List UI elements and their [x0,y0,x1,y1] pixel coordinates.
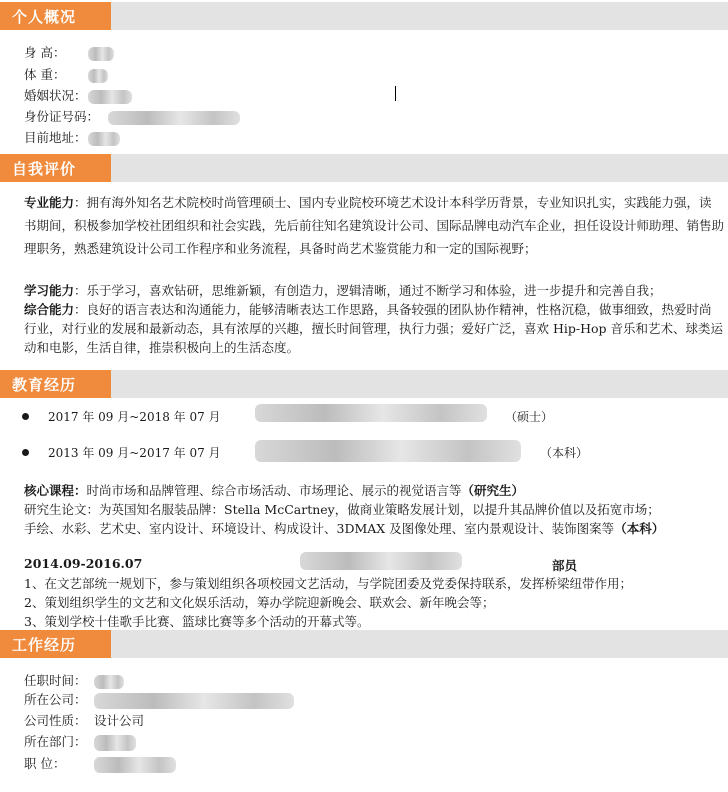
thesis [24,500,724,519]
section-title: 工作经历 [12,636,77,654]
education-period: 2017 年 09 月~2018 年 07 月 [48,410,221,424]
redacted-value [94,675,124,689]
redacted-org [300,552,462,570]
field-label: 所在公司： [24,692,87,707]
section-tab [0,370,111,398]
activity-item: 2、策划组织学生的文艺和文化娱乐活动，筹办学院迎新晚会、联欢会、新年晚会等； [24,595,495,610]
redacted-value [94,735,136,751]
education-entry [48,408,221,425]
activity-item: 3、策划学校十佳歌手比赛、篮球比赛等多个活动的开幕式等。 [24,614,370,629]
field-label: 婚姻状况： [24,88,87,103]
field-marital [24,86,132,104]
education-period: 2013 年 09 月~2017 年 07 月 [48,446,221,460]
redacted-value [88,132,120,146]
field-label: 职 位： [24,756,66,771]
field-label: 身份证号码： [24,109,100,124]
section-tab [0,630,111,658]
professional-text: ：拥有海外知名艺术院校时尚管理硕士、国内专业院校环境艺术设计本科学历背景，专业知识扎实，实践能力强，读书期间，积极参加学校社团组织和社会实践，先后前往知名建筑设计公司、国际品牌电动汽车企业，担任设设计师助理、销售助理职务，熟悉建筑设计公司工作程序和业务流程，具备时尚艺术鉴赏能力和一定的国际视野； [24,195,725,256]
field-height [24,43,114,61]
education-entry [48,444,221,461]
core-suffix: （研究生） [461,483,525,498]
redacted-value [88,47,114,61]
activity-item: 1、在文艺部统一规划下，参与策划组织各项校园文艺活动，与学院团委及党委保持联系，发挥桥梁纽带作用； [24,576,632,591]
core-courses [24,481,724,500]
section-title: 个人概况 [12,8,77,26]
activity-list [24,574,724,631]
field-weight [24,65,108,83]
section-tab [0,2,111,30]
field-address [24,128,120,146]
activity-dept: 部员 [552,558,578,573]
field-label: 任职时间： [24,673,87,688]
self-eval-professional [24,191,724,260]
redacted-value [88,69,108,83]
redacted-school [255,404,487,422]
learning-text: ：乐于学习，喜欢钻研，思维新颖，有创造力，逻辑清晰，通过不断学习和体验，进一步提升和完善自我； [74,283,662,298]
professional-label: 专业能力 [24,195,75,210]
redacted-value [108,111,240,125]
overall-text: ：良好的语言表达和沟通能力，能够清晰表达工作思路，具备较强的团队协作精神，性格沉稳，做事细致，热爱时尚行业，对行业的发展和最新动态，具有浓厚的兴趣，擅长时间管理，执行力强；爱好广泛，喜欢 Hip-Hop 音乐和艺术、球类运动和电影，生活自律，推崇积极向上的生活态度。 [24,302,724,355]
overall-label: 综合能力 [24,302,75,317]
section-header-self-eval [0,154,728,182]
text-cursor [395,86,396,101]
section-title: 教育经历 [12,376,77,394]
work-field-position [24,754,176,773]
field-label: 所在部门： [24,734,87,749]
core-text: 时尚市场和品牌管理、综合市场活动、市场理论、展示的视觉语言等 [86,483,462,498]
bullet-icon [22,449,29,456]
core-label: 核心课程： [24,483,87,498]
redacted-value [94,757,176,773]
activity-period-text: 2014.09-2016.07 [24,556,143,571]
field-label: 目前地址： [24,130,87,145]
field-value: 设计公司 [94,713,145,728]
self-eval-learning [24,281,724,300]
work-field-period [24,671,124,689]
education-degree: （本科） [540,446,589,460]
section-header-work [0,630,728,658]
redacted-value [88,90,132,104]
redacted-value [94,693,294,709]
self-eval-overall [24,300,724,357]
courses-text: 手绘、水彩、艺术史、室内设计、环境设计、构成设计、3DMAX 及图像处理、室内景观设计、装饰图案等 [24,521,615,536]
work-field-type [24,711,144,729]
field-label: 公司性质： [24,713,87,728]
section-header-education [0,370,728,398]
field-id-number [24,107,240,125]
work-field-department [24,732,136,751]
work-field-company [24,690,294,709]
field-label: 身 高： [24,45,66,60]
courses-suffix: （本科） [614,521,665,536]
field-label: 体 重： [24,67,66,82]
section-title: 自我评价 [12,160,77,178]
redacted-school [255,440,521,462]
section-header-personal [0,2,728,30]
activity-period [24,556,142,571]
learning-label: 学习能力 [24,283,75,298]
bullet-icon [22,413,29,420]
thesis-text: 研究生论文：为英国知名服装品牌：Stella McCartney，做商业策略发展计划，以提升其品牌价值以及拓宽市场； [24,502,660,517]
undergrad-courses [24,519,724,538]
education-degree: （硕士） [505,410,554,424]
section-tab [0,154,111,182]
